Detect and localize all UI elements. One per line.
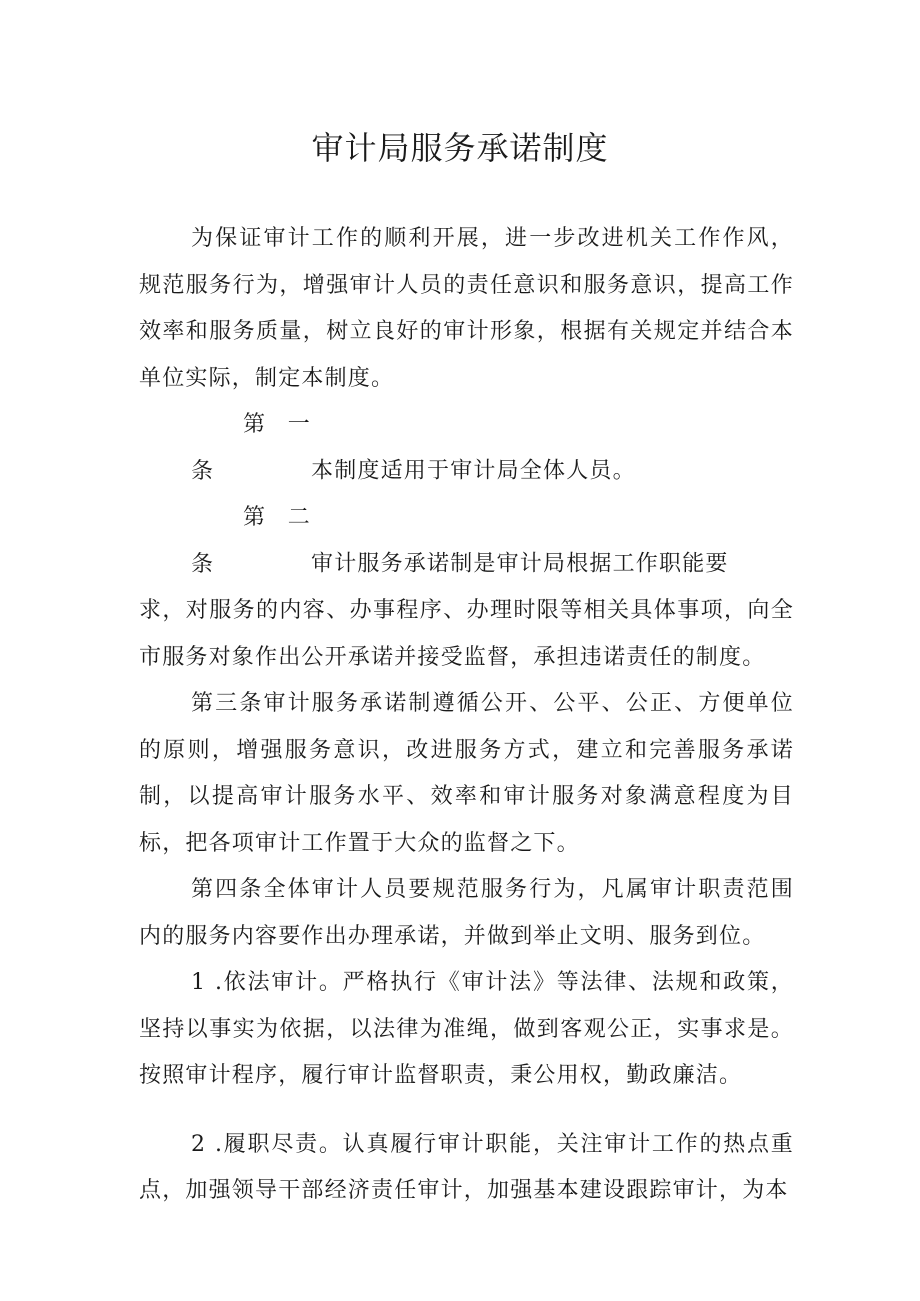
article-3-paragraph: 第三条审计服务承诺制遵循公开、公平、公正、方便单位的原则，增强服务意识，改进服务方式，建立和完善服务承诺制，以提高审计服务水平、效率和审计服务对象满意程度为目标，把各项审计工作置于大众的监督之下。 xyxy=(139,691,794,856)
article-2-line-1: 审计服务承诺制是审计局根据工作职能要 xyxy=(311,551,729,577)
article-2-label: 第二条 xyxy=(191,505,311,577)
item-1-paragraph: 1 .依法审计。严格执行《审计法》等法律、法规和政策，坚持以事实为依据，以法律为准绳，做到客观公正，实事求是。按照审计程序，履行审计监督职责，秉公用权，勤政廉洁。 xyxy=(139,970,794,1088)
item-2-paragraph: 2 .履职尽责。认真履行审计职能，关注审计工作的热点重点，加强领导干部经济责任审计，加强基本建设跟踪审计，为本 xyxy=(139,1131,794,1203)
article-1-text: 本制度适用于审计局全体人员。 xyxy=(311,458,636,484)
document-title: 审计局服务承诺制度 xyxy=(311,129,609,167)
article-1-paragraph xyxy=(139,402,794,495)
article-1-label: 第一条 xyxy=(191,412,311,484)
article-2-first-line xyxy=(139,495,794,588)
article-2-continuation: 求，对服务的内容、办事程序、办理时限等相关具体事项，向全市服务对象作出公开承诺并接受监督，承担违诺责任的制度。 xyxy=(139,598,794,670)
article-4-paragraph: 第四条全体审计人员要规范服务行为，凡属审计职责范围内的服务内容要作出办理承诺，并做到举止文明、服务到位。 xyxy=(139,877,794,949)
intro-paragraph: 为保证审计工作的顺利开展，进一步改进机关工作作风，规范服务行为，增强审计人员的责任意识和服务意识，提高工作效率和服务质量，树立良好的审计形象，根据有关规定并结合本单位实际，制定本制度。 xyxy=(139,226,794,391)
document-body xyxy=(139,216,794,1215)
